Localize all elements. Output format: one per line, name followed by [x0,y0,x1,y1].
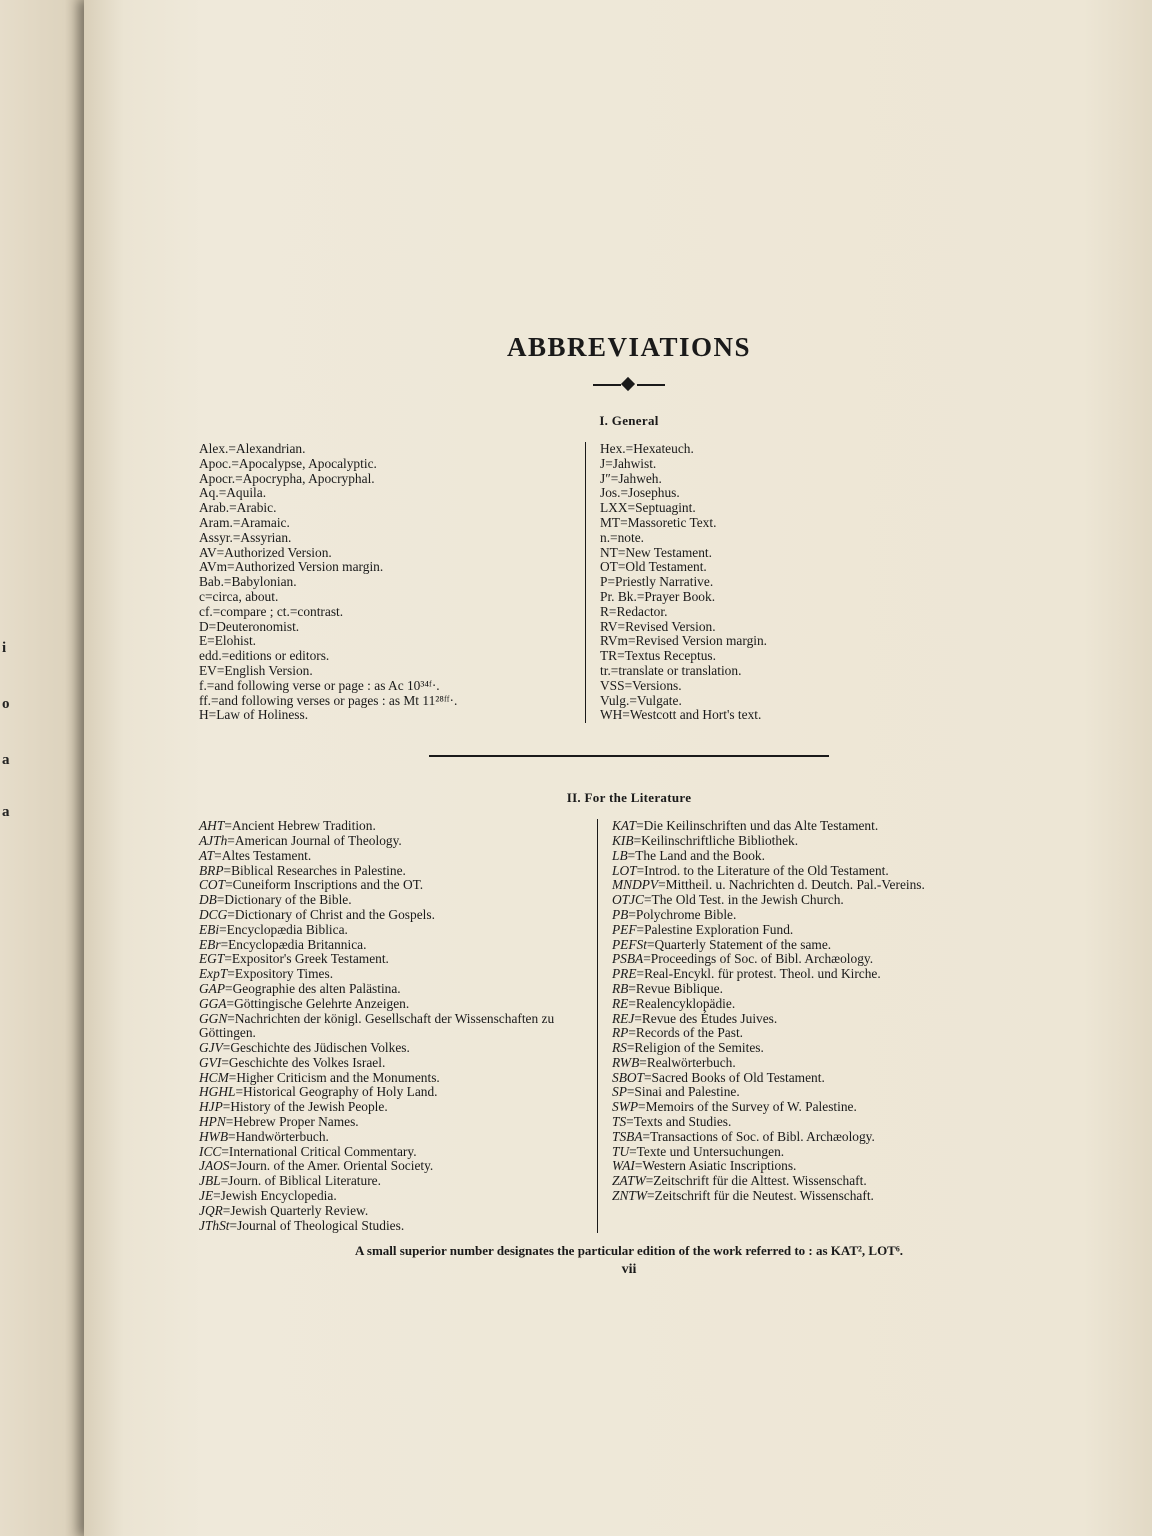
literature-definition: =Realencyklopädie. [628,995,736,1011]
literature-entry [612,1100,982,1115]
literature-entry [612,938,982,953]
literature-abbreviation: HJP [199,1099,223,1115]
abbreviation-entry: J″=Jahweh. [600,470,662,486]
literature-entry [199,967,585,982]
literature-entry [199,1159,585,1174]
left-page-edge [0,0,92,1536]
literature-definition: =Western Asiatic Inscriptions. [634,1158,797,1174]
abbreviation-entry: Arab.=Arabic. [199,500,277,516]
literature-abbreviation: LOT [612,862,637,878]
literature-entry [612,967,982,982]
section-literature-heading: II. For the Literature [566,790,692,806]
literature-definition: =Revue des Études Juives. [634,1010,778,1026]
literature-entry [199,997,585,1012]
literature-left-column [199,819,585,1233]
literature-entry [612,1085,982,1100]
literature-definition: =Sacred Books of Old Testament. [644,1069,825,1085]
literature-definition: =The Old Test. in the Jewish Church. [644,892,844,908]
literature-definition: =Introd. to the Literature of the Old Testament. [636,862,889,878]
literature-definition: =History of the Jewish People. [222,1099,388,1115]
literature-definition: =Higher Criticism and the Monuments. [228,1069,440,1085]
literature-abbreviation: TU [612,1143,630,1159]
section-general-columns [199,442,1059,723]
abbreviation-entry: H=Law of Holiness. [199,707,309,723]
abbreviation-entry: MT=Massoretic Text. [600,514,717,530]
literature-definition: =Expositor's Greek Testament. [224,951,389,967]
ornament-diamond-icon [621,377,635,391]
literature-entry [199,952,585,967]
literature-entry [199,849,585,864]
literature-entry [612,849,982,864]
literature-definition: =Zeitschrift für die Alttest. Wissenschaft. [645,1173,867,1189]
literature-definition: =Historical Geography of Holy Land. [235,1084,438,1100]
literature-abbreviation: AJTh [199,832,228,848]
literature-entry [199,982,585,997]
literature-abbreviation: HPN [199,1114,226,1130]
abbreviation-entry: c=circa, about. [199,588,279,604]
abbreviation-entry: Hex.=Hexateuch. [600,441,694,456]
literature-definition: =Records of the Past. [628,1025,744,1041]
literature-entry [199,1012,585,1042]
literature-abbreviation: JThSt [199,1217,230,1233]
literature-definition: =The Land and the Book. [627,847,765,863]
literature-entry [199,1174,585,1189]
literature-definition: =Religion of the Semites. [626,1040,764,1056]
footnote: A small superior number designates the particular edition of the work referred to : as KAT², LOT⁶. [355,1243,903,1259]
literature-abbreviation: GGN [199,1010,228,1026]
literature-abbreviation: EBi [199,921,220,937]
abbreviation-entry: ff.=and following verses or pages : as Mt 11²⁸ᶠᶠ·. [199,692,458,708]
abbreviation-entry: f.=and following verse or page : as Ac 10³⁴ᶠ·. [199,677,440,693]
literature-abbreviation: AT [199,847,215,863]
literature-entry [199,834,585,849]
literature-abbreviation: ICC [199,1143,222,1159]
literature-definition: =Transactions of Soc. of Bibl. Archæology. [642,1128,875,1144]
literature-abbreviation: SP [612,1084,627,1100]
literature-definition: =Geographie des alten Palästina. [225,980,401,996]
literature-definition: =Dictionary of the Bible. [216,892,352,908]
literature-abbreviation: REJ [612,1010,635,1026]
literature-definition: =Palestine Exploration Fund. [636,921,794,937]
abbreviation-entry: Vulg.=Vulgate. [600,692,682,708]
literature-definition: =Geschichte des Jüdischen Volkes. [222,1040,410,1056]
literature-abbreviation: DCG [199,906,228,922]
literature-abbreviation: GGA [199,995,227,1011]
abbreviation-entry: n.=note. [600,529,644,545]
literature-entry [612,1145,982,1160]
abbreviation-entry: AV=Authorized Version. [199,544,332,560]
literature-definition: =Jewish Quarterly Review. [222,1202,369,1218]
abbreviation-entry: tr.=translate or translation. [600,662,742,678]
literature-definition: =Nachrichten der königl. Gesellschaft der Wissenschaften zu Göttingen. [199,1010,555,1041]
section-literature-columns [199,819,1059,1233]
literature-abbreviation: BRP [199,862,224,878]
literature-entry [612,1026,982,1041]
literature-entry [199,819,585,834]
literature-entry [612,834,982,849]
literature-entry [199,1204,585,1219]
literature-definition: =Encyclopædia Biblica. [219,921,348,937]
title-ornament [589,378,669,392]
abbreviation-entry: OT=Old Testament. [600,559,707,575]
book-page [84,0,1152,1536]
literature-abbreviation: DB [199,892,217,908]
literature-abbreviation: HCM [199,1069,229,1085]
literature-entry [199,1219,585,1234]
literature-definition: =Texte und Untersuchungen. [629,1143,785,1159]
abbreviation-entry: Assyr.=Assyrian. [199,529,292,545]
literature-definition: =Handwörterbuch. [228,1128,329,1144]
literature-definition: =Journ. of Biblical Literature. [220,1173,381,1189]
literature-entry [612,1130,982,1145]
literature-definition: =Mittheil. u. Nachrichten d. Deutch. Pal.-Vereins. [658,877,925,893]
literature-definition: =Hebrew Proper Names. [225,1114,359,1130]
abbreviation-entry: EV=English Version. [199,662,313,678]
abbreviation-entry: VSS=Versions. [600,677,682,693]
abbreviation-entry: RV=Revised Version. [600,618,716,634]
literature-entry [199,1100,585,1115]
literature-abbreviation: HGHL [199,1084,236,1100]
literature-definition: =Expository Times. [227,966,334,982]
page-title: ABBREVIATIONS [506,332,752,362]
literature-definition: =Keilinschriftliche Bibliothek. [633,832,799,848]
literature-entry [612,997,982,1012]
abbreviation-entry: TR=Textus Receptus. [600,648,716,664]
literature-entry [612,908,982,923]
literature-abbreviation: MNDPV [612,877,659,893]
literature-abbreviation: LB [612,847,628,863]
ornament-rule-right [637,384,665,386]
literature-entry [612,1189,982,1204]
literature-abbreviation: JBL [199,1173,221,1189]
literature-abbreviation: ExpT [199,966,228,982]
literature-entry [612,1012,982,1027]
abbreviation-entry: Bab.=Babylonian. [199,574,297,590]
literature-definition: =Altes Testament. [214,847,312,863]
general-right-column [585,442,920,723]
literature-entry [612,819,982,834]
literature-definition: =Realwörterbuch. [639,1054,736,1070]
literature-abbreviation: ZNTW [612,1188,647,1204]
literature-abbreviation: PRE [612,966,637,982]
abbreviation-entry: D=Deuteronomist. [199,618,300,634]
literature-entry [612,1041,982,1056]
left-page-fragment: o [2,696,10,712]
abbreviation-entry: AVm=Authorized Version margin. [199,559,384,575]
literature-definition: =Revue Biblique. [628,980,723,996]
left-page-fragment: a [2,804,10,820]
literature-abbreviation: COT [199,877,226,893]
literature-abbreviation: TSBA [612,1128,643,1144]
literature-abbreviation: TS [612,1114,627,1130]
literature-definition: =Jewish Encyclopedia. [213,1188,337,1204]
literature-definition: =Göttingische Gelehrte Anzeigen. [226,995,410,1011]
literature-abbreviation: ZATW [612,1173,646,1189]
literature-definition: =Real-Encykl. für protest. Theol. und Kirche. [636,966,881,982]
literature-abbreviation: RWB [612,1054,640,1070]
literature-abbreviation: EGT [199,951,225,967]
literature-abbreviation: JE [199,1188,214,1204]
literature-entry [612,982,982,997]
literature-entry [612,1115,982,1130]
literature-abbreviation: GAP [199,980,226,996]
section-divider [429,755,829,757]
literature-definition: =Proceedings of Soc. of Bibl. Archæology. [643,951,874,967]
abbreviation-entry: J=Jahwist. [600,455,657,471]
literature-definition: =Quarterly Statement of the same. [646,936,832,952]
abbreviation-entry: Apoc.=Apocalypse, Apocalyptic. [199,455,377,471]
literature-entry [612,1056,982,1071]
literature-entry [199,1145,585,1160]
literature-abbreviation: RS [612,1040,627,1056]
literature-abbreviation: PEFSt [612,936,647,952]
abbreviation-entry: Aq.=Aquila. [199,485,267,501]
literature-entry [199,1115,585,1130]
literature-abbreviation: AHT [199,818,225,834]
literature-entry [199,938,585,953]
literature-definition: =Polychrome Bible. [628,906,737,922]
page-number: vii [621,1262,637,1278]
literature-abbreviation: RE [612,995,629,1011]
literature-abbreviation: EBr [199,936,221,952]
literature-abbreviation: PSBA [612,951,644,967]
literature-definition: =Geschichte des Volkes Israel. [221,1054,386,1070]
literature-abbreviation: OTJC [612,892,644,908]
literature-abbreviation: RB [612,980,629,996]
literature-entry [199,864,585,879]
literature-entry [199,893,585,908]
ornament-rule-left [593,384,621,386]
literature-entry [199,1041,585,1056]
literature-definition: =American Journal of Theology. [227,832,402,848]
literature-entry [612,923,982,938]
abbreviation-entry: R=Redactor. [600,603,668,619]
literature-abbreviation: JQR [199,1202,223,1218]
literature-entry [199,1071,585,1086]
literature-entry [199,1130,585,1145]
abbreviation-entry: NT=New Testament. [600,544,712,560]
abbreviation-entry: RVm=Revised Version margin. [600,633,768,649]
literature-definition: =Journal of Theological Studies. [229,1217,405,1233]
literature-definition: =Ancient Hebrew Tradition. [224,818,376,834]
literature-definition: =Texts and Studies. [626,1114,732,1130]
literature-entry [199,1085,585,1100]
abbreviation-entry: Apocr.=Apocrypha, Apocryphal. [199,470,375,486]
literature-entry [199,1189,585,1204]
literature-abbreviation: PB [612,906,629,922]
literature-entry [612,878,982,893]
general-left-column [199,442,585,723]
abbreviation-entry: Jos.=Josephus. [600,485,680,501]
abbreviation-entry: edd.=editions or editors. [199,648,330,664]
literature-entry [199,908,585,923]
literature-definition: =Die Keilinschriften und das Alte Testament. [636,818,879,834]
abbreviation-entry: Aram.=Aramaic. [199,514,290,530]
literature-definition: =Cuneiform Inscriptions and the OT. [225,877,424,893]
literature-abbreviation: PEF [612,921,637,937]
literature-definition: =Journ. of the Amer. Oriental Society. [229,1158,434,1174]
abbreviation-entry: Pr. Bk.=Prayer Book. [600,588,716,604]
literature-abbreviation: RP [612,1025,629,1041]
literature-entry [199,923,585,938]
literature-abbreviation: GVI [199,1054,222,1070]
literature-entry [199,1056,585,1071]
literature-definition: =Zeitschrift für die Neutest. Wissenschaft. [646,1188,874,1204]
literature-entry [612,1071,982,1086]
left-page-fragment: a [2,752,10,768]
literature-entry [612,952,982,967]
literature-entry [612,1159,982,1174]
literature-right-column [597,819,982,1233]
literature-definition: =Dictionary of Christ and the Gospels. [227,906,435,922]
literature-entry [612,1174,982,1189]
literature-definition: =International Critical Commentary. [221,1143,417,1159]
literature-abbreviation: KIB [612,832,634,848]
literature-entry [612,893,982,908]
section-general-heading: I. General [599,413,659,428]
left-page-fragment: i [2,640,7,656]
literature-abbreviation: GJV [199,1040,223,1056]
literature-abbreviation: HWB [199,1128,229,1144]
abbreviation-entry: cf.=compare ; ct.=contrast. [199,603,344,619]
abbreviation-entry: P=Priestly Narrative. [600,574,714,590]
literature-abbreviation: JAOS [199,1158,230,1174]
literature-abbreviation: WAI [612,1158,635,1174]
literature-abbreviation: SBOT [612,1069,644,1085]
abbreviation-entry: LXX=Septuagint. [600,500,696,516]
literature-entry [199,878,585,893]
literature-abbreviation: KAT [612,818,637,834]
literature-definition: =Memoirs of the Survey of W. Palestine. [638,1099,857,1115]
abbreviation-entry: WH=Westcott and Hort's text. [600,707,762,723]
literature-definition: =Encyclopædia Britannica. [220,936,367,952]
page-content [199,330,1059,1279]
literature-definition: =Sinai and Palestine. [626,1084,740,1100]
literature-entry [612,864,982,879]
literature-definition: =Biblical Researches in Palestine. [223,862,406,878]
literature-abbreviation: SWP [612,1099,639,1115]
abbreviation-entry: E=Elohist. [199,633,257,649]
abbreviation-entry: Alex.=Alexandrian. [199,441,306,456]
